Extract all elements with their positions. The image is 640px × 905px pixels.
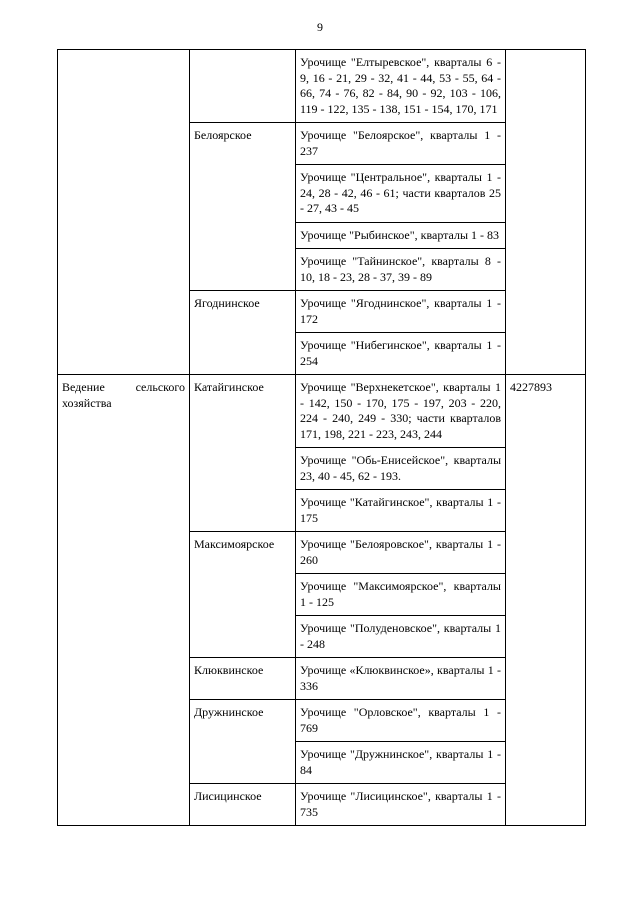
table-body xyxy=(58,50,586,826)
tract-cell: Урочище "Лисицинское", кварталы 1 - 735 xyxy=(296,784,506,826)
page-number: 9 xyxy=(317,20,323,34)
tract-cell: Урочище "Елтыревское", кварталы 6 - 9, 16 - 21, 29 - 32, 41 - 44, 53 - 55, 64 - 66, 74 - 76, 82 - 84, 90 - 92, 103 - 106, 119 - 122, 135 - 138, 151 - 154, 170, 171 xyxy=(296,50,506,123)
table-row xyxy=(58,50,586,123)
tract-cell: Урочище "Рыбинское", кварталы 1 - 83 xyxy=(296,222,506,249)
tract-cell: Урочище "Максимоярское", кварталы 1 - 125 xyxy=(296,574,506,616)
purpose-cell xyxy=(58,50,190,375)
district-cell: Белоярское xyxy=(190,123,296,291)
tract-cell: Урочище «Клюквинское», кварталы 1 - 336 xyxy=(296,658,506,700)
district-cell: Катайгинское xyxy=(190,375,296,532)
table-row xyxy=(58,375,586,448)
tract-cell: Урочище "Катайгинское", кварталы 1 - 175 xyxy=(296,490,506,532)
area-cell: 4227893 xyxy=(506,375,586,826)
district-cell: Лисицинское xyxy=(190,784,296,826)
tract-cell: Урочище "Обь-Енисейское", кварталы 23, 40 - 45, 62 - 193. xyxy=(296,448,506,490)
area-cell xyxy=(506,50,586,375)
tract-cell: Урочище "Ягоднинское", кварталы 1 - 172 xyxy=(296,291,506,333)
tract-cell: Урочище "Тайнинское", кварталы 8 - 10, 18 - 23, 28 - 37, 39 - 89 xyxy=(296,249,506,291)
tract-cell: Урочище "Орловское", кварталы 1 - 769 xyxy=(296,700,506,742)
district-cell: Клюквинское xyxy=(190,658,296,700)
district-cell xyxy=(190,50,296,123)
tract-cell: Урочище "Полуденовское", кварталы 1 - 248 xyxy=(296,616,506,658)
forest-district-table xyxy=(57,49,586,826)
purpose-cell: Ведение сельского хозяйства xyxy=(58,375,190,826)
tract-cell: Урочище "Верхнекетское", кварталы 1 - 142, 150 - 170, 175 - 197, 203 - 220, 224 - 240, 249 - 330; части кварталов 171, 198, 221 - 223, 243, 244 xyxy=(296,375,506,448)
tract-cell: Урочище "Дружнинское", кварталы 1 - 84 xyxy=(296,742,506,784)
district-cell: Ягоднинское xyxy=(190,291,296,375)
tract-cell: Урочище "Нибегинское", кварталы 1 - 254 xyxy=(296,333,506,375)
tract-cell: Урочище "Центральное", кварталы 1 - 24, 28 - 42, 46 - 61; части кварталов 25 - 27, 43 - 45 xyxy=(296,165,506,223)
district-cell: Максимоярское xyxy=(190,532,296,658)
district-cell: Дружнинское xyxy=(190,700,296,784)
tract-cell: Урочище "Белояровское", кварталы 1 - 260 xyxy=(296,532,506,574)
tract-cell: Урочище "Белоярское", кварталы 1 - 237 xyxy=(296,123,506,165)
